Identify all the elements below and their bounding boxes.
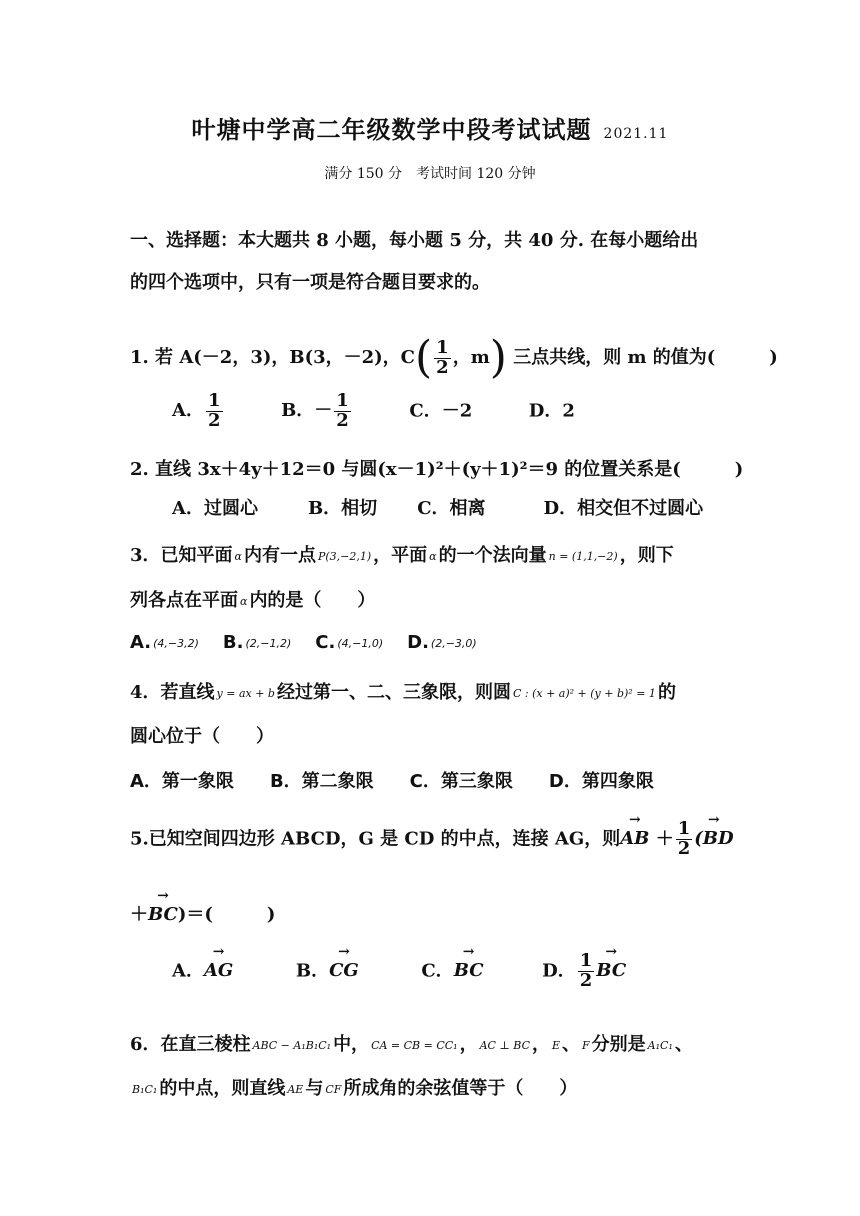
q1-paren-left: ( bbox=[415, 332, 433, 383]
q2-option-c: C．相离 bbox=[417, 498, 486, 519]
q6-point-e: E bbox=[552, 1038, 561, 1052]
q2-option-d: D．相交但不过圆心 bbox=[543, 498, 704, 519]
q3-normal-vector: n = (1,1,−2) bbox=[548, 549, 618, 563]
q4-option-a: A．第一象限 bbox=[130, 771, 234, 792]
q3-alpha-3: α bbox=[240, 594, 248, 608]
q1-option-a-num: 1 bbox=[207, 390, 221, 411]
q5-option-a-label: A． bbox=[172, 960, 204, 982]
q1-option-a bbox=[172, 390, 225, 431]
q5-text-2: )＝( ) bbox=[177, 904, 276, 925]
question-4-line1 bbox=[130, 678, 676, 704]
q5-option-d-frac bbox=[578, 952, 595, 991]
q3-text-4: 的一个法向量 bbox=[438, 545, 547, 566]
q3-alpha-2: α bbox=[429, 549, 437, 563]
q2-option-b: B．相切 bbox=[307, 498, 378, 519]
q6-text-4: ， bbox=[532, 1034, 550, 1055]
exam-title bbox=[0, 110, 860, 145]
q6-text-2: 中， bbox=[333, 1034, 370, 1055]
q4-options bbox=[130, 767, 654, 793]
q4-option-d: D．第四象限 bbox=[548, 771, 654, 792]
q4-option-c: C．第三象限 bbox=[409, 771, 513, 792]
q5-plus-2: ＋ bbox=[130, 904, 148, 925]
q6-text-6: 分别是 bbox=[591, 1034, 646, 1055]
q3-text-5: ，则下 bbox=[619, 545, 674, 566]
q5-vector-ab: → AB bbox=[620, 828, 649, 849]
question-1 bbox=[130, 332, 778, 383]
q1-option-b-label: B．－ bbox=[281, 400, 333, 422]
q5-option-d-label: D． bbox=[542, 960, 576, 982]
q1-options bbox=[172, 392, 575, 431]
q6-line-cf: CF bbox=[325, 1082, 342, 1096]
q1-lead: 1. 若 A(－2，3)，B(3，－2)，C bbox=[130, 347, 415, 368]
q6-equation-2: AC ⊥ BC bbox=[479, 1038, 530, 1052]
q5-option-a-vector: → AG bbox=[204, 960, 233, 981]
q4-text-3: 的 bbox=[657, 682, 676, 703]
q6-text-3: ， bbox=[459, 1034, 478, 1055]
q5-text-1: 5.已知空间四边形 ABCD，G 是 CD 的中点，连接 AG，则 bbox=[130, 828, 621, 850]
q6-text-9: 与 bbox=[305, 1078, 324, 1099]
question-5-line2 bbox=[130, 900, 275, 926]
q3-option-d-label: D. bbox=[407, 632, 429, 653]
q3-text-3: ，平面 bbox=[373, 545, 428, 566]
question-6-line1 bbox=[130, 1030, 693, 1056]
section1-line1: 一、选择题：本大题共 8 小题，每小题 5 分，共 40 分. 在每小题给出 bbox=[130, 230, 699, 251]
q5-fraction bbox=[676, 820, 693, 859]
q5-frac-num: 1 bbox=[677, 818, 691, 839]
q3-text-7: 内的是（ ） bbox=[249, 590, 376, 611]
q4-text-2: 经过第一、二、三象限，则圆 bbox=[276, 682, 511, 703]
q5-option-b-vector: → CG bbox=[329, 960, 359, 981]
q5-vector-bd: → (BD bbox=[694, 828, 733, 849]
q1-frac-den: 2 bbox=[436, 356, 449, 378]
q6-text-8: 的中点，则直线 bbox=[159, 1078, 286, 1099]
q3-text-6: 列各点在平面 bbox=[130, 590, 238, 611]
q3-text-2: 内有一点 bbox=[243, 545, 316, 566]
section1-line2: 的四个选项中，只有一项是符合题目要求的。 bbox=[130, 272, 490, 293]
q6-text-7: 、 bbox=[674, 1034, 693, 1055]
q1-paren-right: ) bbox=[489, 332, 507, 383]
q2-options bbox=[172, 494, 703, 520]
q1-tail: 三点共线，则 m 的值为( ) bbox=[513, 347, 778, 368]
q3-text-1: 3．已知平面 bbox=[130, 545, 233, 566]
q1-option-b-den: 2 bbox=[336, 409, 349, 431]
q3-alpha-1: α bbox=[234, 549, 242, 563]
q3-option-d: (2,−3,0) bbox=[430, 636, 477, 650]
q6-line-ae: AE bbox=[287, 1082, 304, 1096]
exam-title-text: 叶塘中学高二年级数学中段考试试题 bbox=[191, 115, 592, 144]
q1-option-a-frac bbox=[206, 392, 223, 431]
q1-option-d: D．2 bbox=[528, 400, 575, 422]
question-3-line2 bbox=[130, 586, 375, 612]
question-4-line2: 圆心位于（ ） bbox=[130, 726, 274, 747]
q1-after-frac: ，m bbox=[452, 347, 490, 368]
exam-subtitle: 满分 150 分 考试时间 120 分钟 bbox=[324, 166, 536, 182]
q3-options bbox=[130, 632, 479, 653]
q3-option-a-label: A. bbox=[130, 632, 152, 653]
q6-equation-1: CA = CB = CC₁ bbox=[371, 1038, 458, 1052]
q3-point: P(3,−2,1) bbox=[317, 549, 372, 563]
q6-segment-2: B₁C₁ bbox=[132, 1082, 158, 1096]
q5-plus-1: ＋ bbox=[655, 828, 674, 850]
q6-prism: ABC − A₁B₁C₁ bbox=[252, 1038, 332, 1052]
q5-option-b-label: B． bbox=[295, 960, 330, 982]
q5-vector-bc: → BC bbox=[148, 904, 178, 925]
q4-line-equation: y = ax + b bbox=[216, 686, 275, 700]
q5-option-c-label: C． bbox=[421, 960, 454, 982]
exam-date: 2021.11 bbox=[603, 126, 669, 142]
q1-option-b-frac bbox=[334, 392, 351, 431]
q3-option-c: (4,−1,0) bbox=[337, 636, 384, 650]
q4-text-1: 4．若直线 bbox=[130, 682, 215, 703]
q5-option-d-vector: → BC bbox=[596, 960, 626, 981]
q4-circle-equation: C : (x + a)² + (y + b)² = 1 bbox=[512, 686, 656, 700]
q5-options bbox=[172, 952, 626, 991]
q1-option-c: C．－2 bbox=[409, 400, 473, 422]
q1-option-a-label: A． bbox=[172, 400, 204, 422]
q6-text-5: 、 bbox=[562, 1034, 581, 1055]
q4-option-b: B．第二象限 bbox=[269, 771, 374, 792]
q1-fraction bbox=[434, 336, 451, 378]
q2-option-a: A．过圆心 bbox=[172, 498, 258, 519]
q5-option-c-vector: → BC bbox=[454, 960, 484, 981]
q1-option-b bbox=[281, 390, 353, 431]
q3-option-c-label: C. bbox=[315, 632, 336, 653]
q6-point-f: F bbox=[582, 1038, 590, 1052]
q5-frac-den: 2 bbox=[677, 837, 691, 859]
q3-option-b-label: B. bbox=[222, 632, 244, 653]
q5-option-d-num: 1 bbox=[579, 950, 593, 971]
q6-text-10: 所成角的余弦值等于（ ） bbox=[343, 1078, 578, 1099]
q6-segment-1: A₁C₁ bbox=[647, 1038, 673, 1052]
q3-option-b: (2,−1,2) bbox=[245, 636, 292, 650]
q3-option-a: (4,−3,2) bbox=[153, 636, 199, 650]
question-2: 2. 直线 3x＋4y＋12＝0 与圆(x－1)²＋(y＋1)²＝9 的位置关系是( ) bbox=[130, 459, 744, 480]
question-3-line1 bbox=[130, 541, 674, 567]
q1-option-a-den: 2 bbox=[207, 409, 221, 431]
q1-option-b-num: 1 bbox=[336, 390, 349, 411]
q6-text-1: 6．在直三棱柱 bbox=[130, 1034, 251, 1055]
question-6-line2 bbox=[130, 1074, 577, 1100]
question-5-line1 bbox=[130, 820, 734, 859]
q5-option-d-den: 2 bbox=[579, 969, 593, 991]
q1-frac-num: 1 bbox=[436, 336, 449, 358]
